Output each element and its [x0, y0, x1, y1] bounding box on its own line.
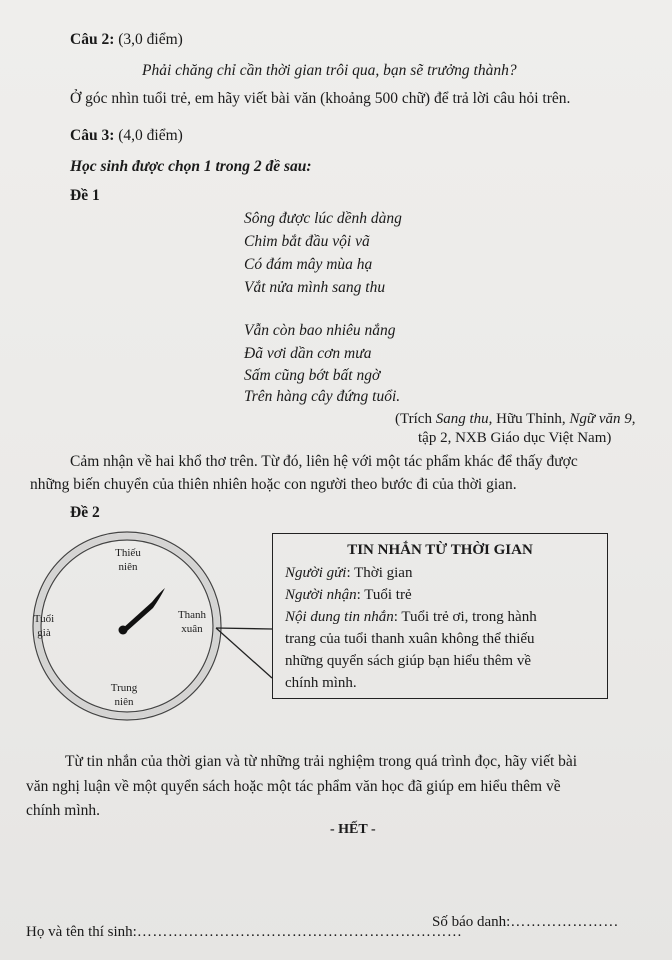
poem-line: Có đám mây mùa hạ [244, 256, 373, 273]
option-1-task-line: những biến chuyển của thiên nhiên hoặc con người theo bước đi của thời gian. [30, 476, 517, 493]
clock-label-top: niên [118, 561, 138, 573]
content-line: trang của tuổi thanh xuân không thể thiếu [285, 631, 535, 647]
clock-label-top: Thiếu [115, 547, 141, 559]
question-2-quote: Phải chăng chỉ cần thời gian trôi qua, bạn sẽ trưởng thành? [142, 62, 517, 79]
end-mark: - HẾT - [330, 822, 376, 837]
citation-open: (Trích [395, 411, 436, 427]
poem-line: Trên hàng cây đứng tuổi. [244, 388, 401, 405]
citation-book: Ngữ văn 9 [569, 411, 632, 427]
receiver-value: : Tuổi trẻ [356, 587, 412, 603]
question-2-label: Câu 2: [70, 31, 115, 48]
question-2-heading [70, 30, 183, 50]
poem-line: Vắt nửa mình sang thu [244, 279, 386, 296]
question-3-heading [70, 126, 183, 146]
candidate-id-field[interactable] [432, 912, 619, 932]
clock-label-bottom: niên [114, 696, 134, 708]
poem-line: Đã vơi dần cơn mưa [244, 345, 372, 362]
citation-author: , Hữu Thỉnh, [488, 411, 570, 427]
content-line: chính mình. [285, 675, 357, 691]
poem-line: Vẫn còn bao nhiêu nắng [244, 322, 396, 339]
message-content [285, 607, 537, 627]
clock-label-left: Tuổi [33, 613, 55, 625]
content-line: : Tuổi trẻ ơi, trong hành [393, 609, 537, 625]
question-3-instruction: Học sinh được chọn 1 trong 2 đề sau: [70, 158, 312, 175]
candidate-name-label: Họ và tên thí sinh: [26, 924, 137, 940]
message-sender [285, 563, 412, 583]
poem-citation [395, 409, 636, 429]
candidate-id-label: Số báo danh: [432, 914, 511, 930]
poem-line: Sông được lúc dềnh dàng [244, 210, 402, 227]
citation-work: Sang thu [435, 411, 489, 427]
option-2-task-line: văn nghị luận về một quyển sách hoặc một tác phẩm văn học đã giúp em hiểu thêm về [26, 778, 561, 795]
question-2-points: (3,0 điểm) [114, 31, 183, 48]
content-line: những quyển sách giúp bạn hiểu thêm về [285, 653, 531, 669]
option-1-task-line: Cảm nhận về hai khổ thơ trên. Từ đó, liên hệ với một tác phẩm khác để thấy được [70, 453, 578, 470]
connector-line [216, 628, 272, 678]
candidate-name-dots: ……………………………………………………… [136, 924, 463, 940]
life-clock-diagram [20, 530, 280, 730]
message-title: TIN NHẮN TỪ THỜI GIAN [347, 542, 533, 558]
poem-line: Sấm cũng bớt bất ngờ [244, 367, 381, 384]
clock-label-bottom: Trung [110, 682, 138, 694]
message-box [272, 533, 608, 699]
message-receiver [285, 585, 412, 605]
candidate-id-dots: ………………… [510, 914, 619, 930]
receiver-label: Người nhận [285, 587, 357, 603]
question-2-prompt: Ở góc nhìn tuổi trẻ, em hãy viết bài văn (khoảng 500 chữ) để trả lời câu hỏi trên. [70, 90, 571, 107]
connector-line [216, 628, 272, 629]
citation-comma: , [631, 411, 636, 427]
content-label: Nội dung tin nhắn [285, 609, 394, 625]
question-3-label: Câu 3: [70, 127, 115, 144]
citation-line-2: tập 2, NXB Giáo dục Việt Nam) [418, 430, 612, 446]
poem-line: Chim bắt đầu vội vã [244, 233, 370, 250]
option-2-task-line: Từ tin nhắn của thời gian và từ những trải nghiệm trong quá trình đọc, hãy viết bài [65, 753, 578, 770]
sender-label: Người gửi [285, 565, 347, 581]
option-2-task-line: chính mình. [26, 802, 101, 819]
clock-label-right: Thanh [177, 609, 207, 621]
clock-label-right: xuân [181, 623, 203, 635]
candidate-name-field[interactable] [26, 922, 462, 942]
option-2-label: Đề 2 [70, 504, 100, 521]
clock-label-left: già [37, 627, 51, 639]
question-3-points: (4,0 điểm) [114, 127, 183, 144]
clock-hand [122, 588, 165, 632]
option-1-label: Đề 1 [70, 187, 100, 204]
clock-pivot [119, 626, 128, 635]
sender-value: : Thời gian [346, 565, 413, 581]
